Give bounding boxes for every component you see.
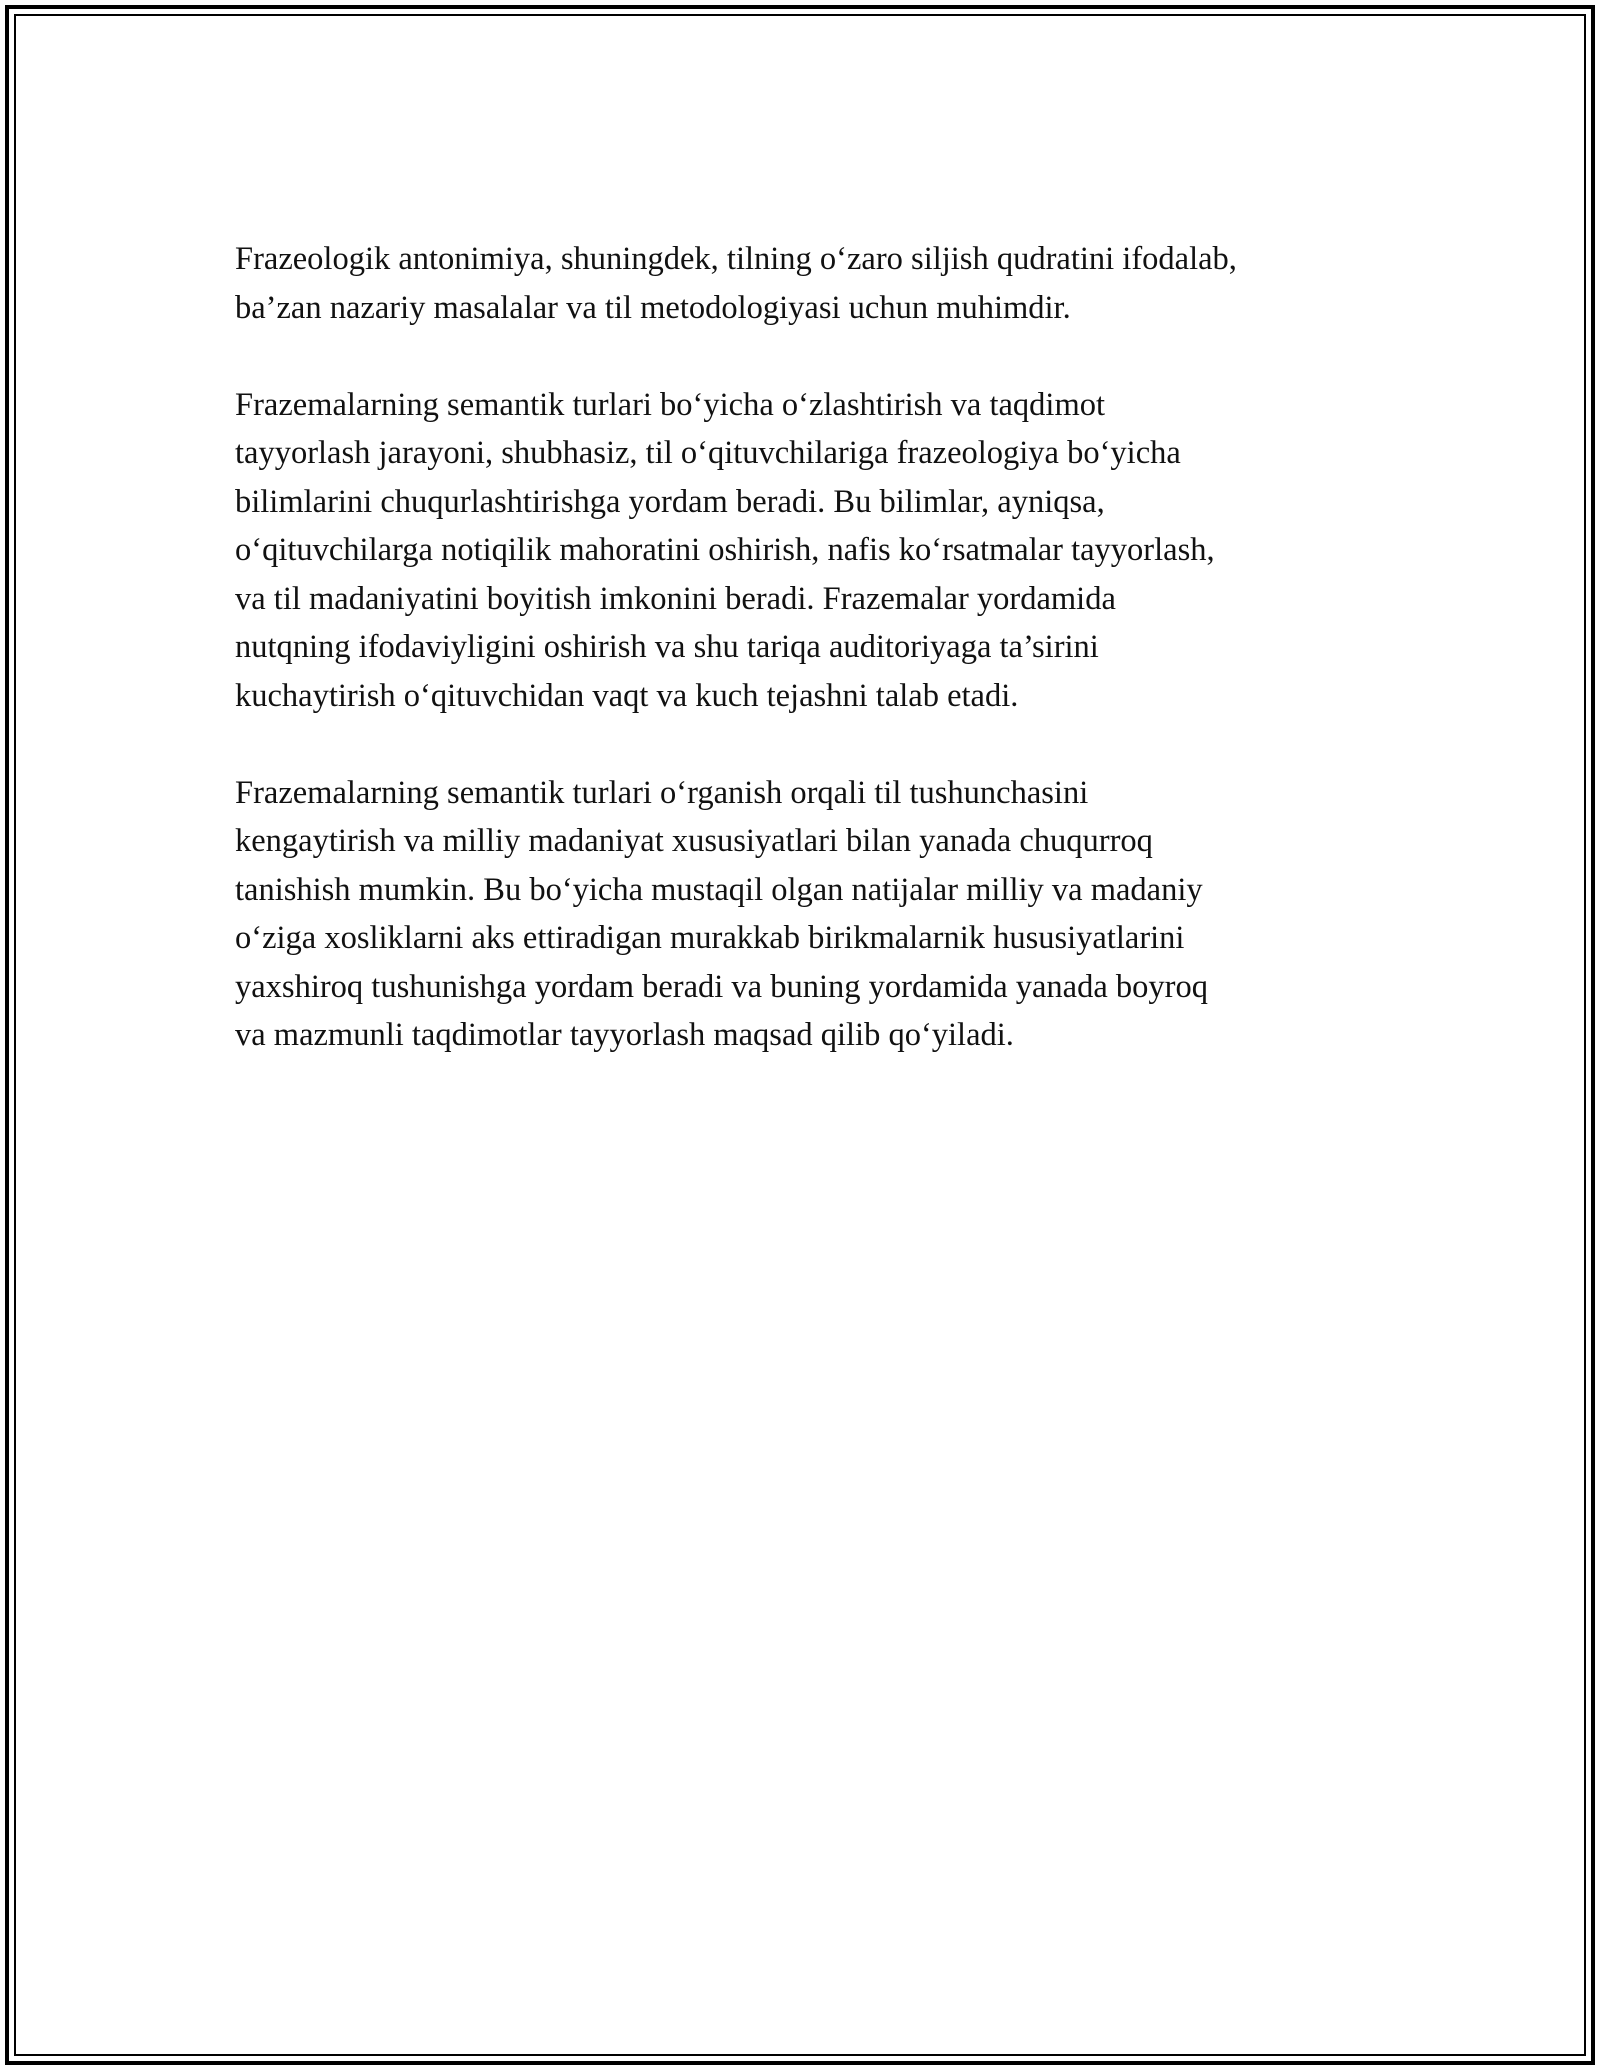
paragraph-2 [235,381,1375,721]
text-line: o‘qituvchilarga notiqilik mahoratini oshirish, nafis ko‘rsatmalar tayyorlash, [235,532,1215,568]
text-line: va mazmunli taqdimotlar tayyorlash maqsad qilib qo‘yiladi. [235,1017,1014,1053]
text-line: kengaytirish va milliy madaniyat xususiyatlari bilan yanada chuqurroq [235,823,1153,859]
text-line: Frazemalarning semantik turlari bo‘yicha o‘zlashtirish va taqdimot [235,386,1106,423]
text-line: nutqning ifodaviyligini oshirish va shu tariqa auditoriyaga ta’sirini [235,629,1099,665]
text-line: o‘ziga xosliklarni aks ettiradigan murakkab birikmalarnik hususiyatlarini [235,920,1185,956]
text-line: tayyorlash jarayoni, shubhasiz, til o‘qituvchilariga frazeologiya bo‘yicha [235,435,1181,471]
text-line: ba’zan nazariy masalalar va til metodologiyasi uchun muhimdir. [235,289,1071,326]
document-body [235,235,1375,1108]
paragraph-3 [235,769,1375,1060]
text-line: Frazemalarning semantik turlari o‘rganish orqali til tushunchasini [235,774,1089,811]
paragraph-1 [235,235,1375,332]
text-line: bilimlarini chuqurlashtirishga yordam beradi. Bu bilimlar, ayniqsa, [235,483,1105,520]
text-line: Frazeologik antonimiya, shuningdek, tilning o‘zaro siljish qudratini ifodalab, [235,241,1237,277]
text-line: kuchaytirish o‘qituvchidan vaqt va kuch tejashni talab etadi. [235,677,1019,714]
text-line: yaxshiroq tushunishga yordam beradi va buning yordamida yanada boyroq [235,968,1208,1005]
text-line: va til madaniyatini boyitish imkonini beradi. Frazemalar yordamida [235,580,1116,617]
text-line: tanishish mumkin. Bu bo‘yicha mustaqil olgan natijalar milliy va madaniy [235,871,1203,908]
